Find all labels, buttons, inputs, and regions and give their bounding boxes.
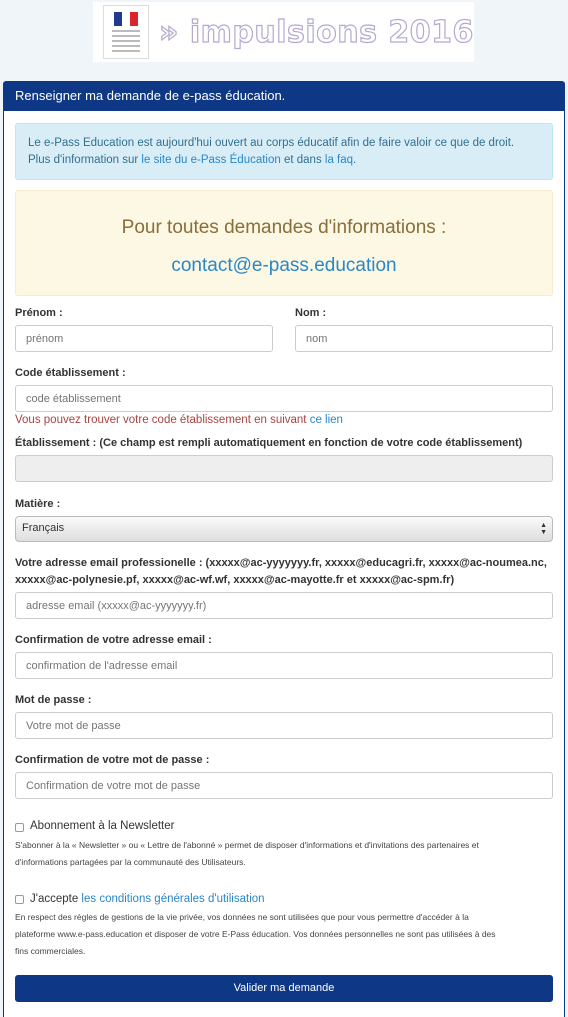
- site-link[interactable]: le site du e-Pass Éducation: [141, 154, 281, 166]
- code-lookup-link[interactable]: ce lien: [309, 414, 343, 426]
- email-confirm-label: Confirmation de votre adresse email :: [15, 634, 212, 646]
- panel-heading: Renseigner ma demande de e-pass éducation.: [4, 82, 564, 111]
- nom-input[interactable]: [295, 325, 553, 352]
- newsletter-desc-line: S'abonner à la « Newsletter » ou « Lettre de l'abonné » permet de disposer d'informations et d'invitations des partenaires et: [15, 840, 479, 850]
- code-hint-text: Vous pouvez trouver votre code établissement en suivant: [15, 414, 310, 426]
- banner-title: » impulsions 2016: [159, 14, 474, 50]
- header-banner: [93, 2, 474, 62]
- submit-button[interactable]: Valider ma demande: [15, 975, 553, 1002]
- info-line-2: [28, 152, 540, 169]
- cgu-prefix: J'accepte: [30, 893, 82, 905]
- cgu-description: [15, 909, 496, 960]
- info-text: et dans: [280, 154, 325, 166]
- ministry-logo: [103, 5, 149, 59]
- nom-label: Nom :: [295, 307, 327, 319]
- newsletter-label[interactable]: Abonnement à la Newsletter: [30, 820, 175, 832]
- cgu-label[interactable]: [30, 893, 265, 905]
- request-panel: [3, 81, 565, 1017]
- info-text: Plus d'information sur: [28, 154, 142, 166]
- cgu-desc-line: En respect des règles de gestions de la vie privée, vos données ne sont utilisées que pour vous permettre d'accéder à la: [15, 912, 469, 922]
- newsletter-description: [15, 837, 479, 871]
- password-confirm-label: Confirmation de votre mot de passe :: [15, 754, 210, 766]
- cgu-link[interactable]: les conditions générales d'utilisation: [81, 893, 265, 905]
- cgu-desc-line: plateforme www.e-pass.education et disposer de votre E-Pass éducation. Vos données personnelles ne sont pas utilisées à des: [15, 929, 496, 939]
- matiere-value: Français: [22, 522, 65, 534]
- info-line-1: Le e-Pass Education est aujourd'hui ouvert au corps éducatif afin de faire valoir ce que de droit.: [28, 137, 515, 149]
- faq-link[interactable]: la faq: [324, 154, 354, 166]
- contact-title: Pour toutes demandes d'informations :: [121, 217, 447, 238]
- cgu-checkbox[interactable]: [15, 895, 24, 904]
- code-hint: [15, 414, 343, 426]
- prenom-input[interactable]: [15, 325, 273, 352]
- newsletter-checkbox[interactable]: [15, 823, 24, 832]
- code-label: Code établissement :: [15, 367, 126, 379]
- newsletter-desc-line: d'informations partagées par la communauté des Utilisateurs.: [15, 857, 246, 867]
- etablissement-field: [15, 455, 553, 482]
- email-confirm-input[interactable]: [15, 652, 553, 679]
- select-arrows-icon: ▲ ▼: [540, 522, 547, 536]
- matiere-label: Matière :: [15, 498, 61, 510]
- etablissement-label: Établissement : (Ce champ est rempli automatiquement en fonction de votre code établissement): [15, 437, 523, 449]
- email-input[interactable]: [15, 592, 553, 619]
- password-label: Mot de passe :: [15, 694, 92, 706]
- info-alert: [15, 123, 553, 180]
- password-confirm-input[interactable]: [15, 772, 553, 799]
- code-etablissement-input[interactable]: [15, 385, 553, 412]
- contact-email-link[interactable]: contact@e-pass.education: [171, 255, 397, 276]
- password-input[interactable]: [15, 712, 553, 739]
- email-label-line-2: xxxxx@ac-polynesie.pf, xxxxx@ac-wf.wf, xxxxx@ac-mayotte.fr et xxxxx@ac-spm.fr): [15, 574, 455, 586]
- matiere-select[interactable]: [15, 516, 553, 542]
- prenom-label: Prénom :: [15, 307, 63, 319]
- cgu-desc-line: fins commerciales.: [15, 946, 86, 956]
- info-text: .: [353, 154, 357, 166]
- email-label-line-1: Votre adresse email professionelle : (xxxxx@ac-yyyyyyy.fr, xxxxx@educagri.fr, xxxxx@ac-noumea.nc,: [15, 557, 547, 569]
- contact-alert: [15, 190, 553, 296]
